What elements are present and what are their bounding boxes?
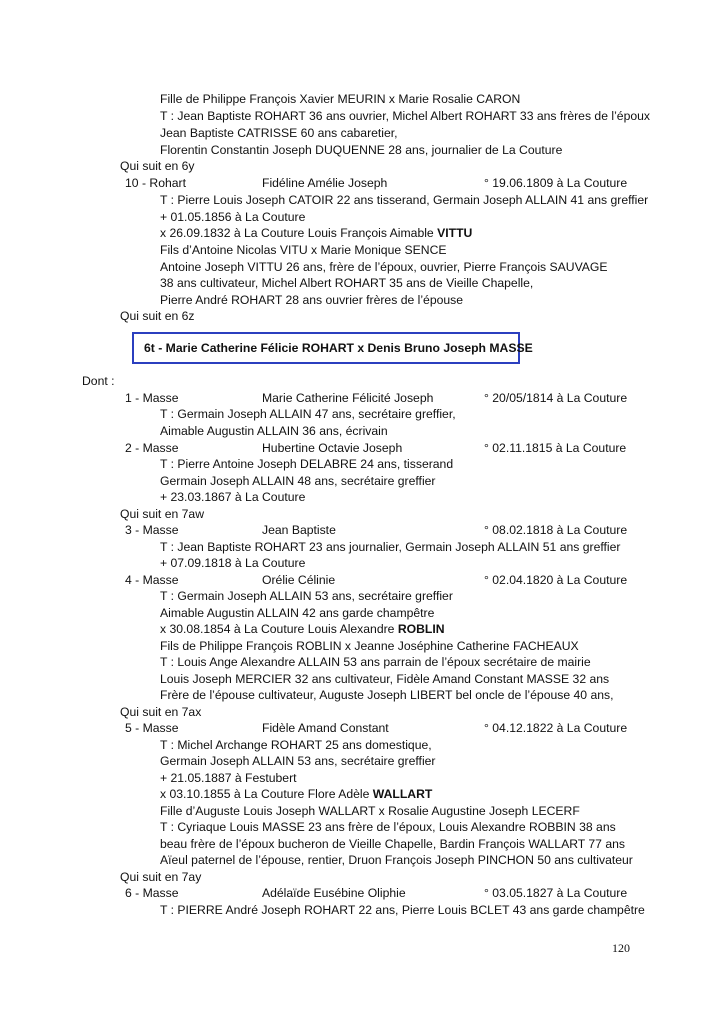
child-birth: ° 19.06.1809 à La Couture — [484, 176, 628, 190]
qui-suit-line: Qui suit en 7aw — [120, 507, 205, 521]
text-line: Fils d’Antoine Nicolas VITU x Marie Monique SENCE — [160, 243, 447, 257]
text-line: Fille de Philippe François Xavier MEURIN x Marie Rosalie CARON — [160, 92, 521, 106]
text-line: Germain Joseph ALLAIN 48 ans, secrétaire greffier — [160, 474, 436, 488]
child-birth: ° 02.04.1820 à La Couture — [484, 573, 628, 587]
text-line: Aïeul paternel de l’épouse, rentier, Druon François Joseph PINCHON 50 ans cultivateur — [160, 853, 633, 867]
text-line: + 23.03.1867 à La Couture — [160, 490, 306, 504]
text-line: T : Germain Joseph ALLAIN 53 ans, secrétaire greffier — [160, 589, 453, 603]
text-line: T : Michel Archange ROHART 25 ans domestique, — [160, 738, 432, 752]
text-line: T : Pierre Antoine Joseph DELABRE 24 ans, tisserand — [160, 457, 454, 471]
text-line: + 21.05.1887 à Festubert — [160, 771, 297, 785]
child-number: 2 - Masse — [125, 441, 179, 455]
text-line: Frère de l’épouse cultivateur, Auguste Joseph LIBERT bel oncle de l’épouse 40 ans, — [160, 688, 614, 702]
marriage-line — [160, 786, 432, 803]
qui-suit-line: Qui suit en 6z — [120, 309, 195, 323]
child-number: 3 - Masse — [125, 523, 179, 537]
text-line: Aimable Augustin ALLAIN 36 ans, écrivain — [160, 424, 388, 438]
child-birth: ° 03.05.1827 à La Couture — [484, 886, 628, 900]
child-entry — [125, 175, 186, 192]
child-name: Fidéline Amélie Joseph — [262, 176, 388, 190]
text-line: 38 ans cultivateur, Michel Albert ROHART 35 ans de Vieille Chapelle, — [160, 276, 534, 290]
marriage-text: x 30.08.1854 à La Couture Louis Alexandre — [160, 622, 398, 636]
text-line: T : Jean Baptiste ROHART 23 ans journalier, Germain Joseph ALLAIN 51 ans greffier — [160, 540, 621, 554]
text-line: + 07.09.1818 à La Couture — [160, 556, 306, 570]
child-number: 4 - Masse — [125, 573, 179, 587]
dont-label: Dont : — [82, 374, 115, 388]
text-line: Germain Joseph ALLAIN 53 ans, secrétaire greffier — [160, 754, 436, 768]
child-birth: ° 08.02.1818 à La Couture — [484, 523, 628, 537]
child-name: Hubertine Octavie Joseph — [262, 441, 403, 455]
section-heading: 6t - Marie Catherine Félicie ROHART x Denis Bruno Joseph MASSE — [144, 341, 533, 355]
marriage-text: x 26.09.1832 à La Couture Louis François Aimable — [160, 226, 438, 240]
child-birth: ° 04.12.1822 à La Couture — [484, 721, 628, 735]
child-name: Jean Baptiste — [262, 523, 336, 537]
child-birth: ° 02.11.1815 à La Couture — [484, 441, 627, 455]
child-number: 6 - Masse — [125, 886, 179, 900]
qui-suit-line: Qui suit en 6y — [120, 159, 195, 173]
page-number: 120 — [612, 941, 630, 955]
text-line: T : Louis Ange Alexandre ALLAIN 53 ans parrain de l’époux secrétaire de mairie — [160, 655, 591, 669]
child-name: Adélaïde Eusébine Oliphie — [262, 886, 406, 900]
text-line: T : PIERRE André Joseph ROHART 22 ans, Pierre Louis BCLET 43 ans garde champêtre — [160, 903, 645, 917]
text-line: Louis Joseph MERCIER 32 ans cultivateur, Fidèle Amand Constant MASSE 32 ans — [160, 672, 610, 686]
child-number: 10 - Rohart — [125, 176, 186, 190]
text-line: T : Germain Joseph ALLAIN 47 ans, secrétaire greffier, — [160, 407, 456, 421]
spouse-surname: ROBLIN — [397, 622, 445, 636]
text-line: + 01.05.1856 à La Couture — [160, 210, 306, 224]
text-line: T : Cyriaque Louis MASSE 23 ans frère de l’époux, Louis Alexandre ROBBIN 38 ans — [160, 820, 616, 834]
qui-suit-line: Qui suit en 7ax — [120, 705, 202, 719]
spouse-surname: VITTU — [437, 226, 473, 240]
marriage-text: x 03.10.1855 à La Couture Flore Adèle — [160, 787, 373, 801]
text-line: T : Pierre Louis Joseph CATOIR 22 ans tisserand, Germain Joseph ALLAIN 41 ans greffier — [160, 193, 649, 207]
child-number: 1 - Masse — [125, 391, 179, 405]
marriage-line — [160, 621, 445, 638]
spouse-surname: WALLART — [372, 787, 433, 801]
text-line: Pierre André ROHART 28 ans ouvrier frères de l’épouse — [160, 293, 464, 307]
text-line: Florentin Constantin Joseph DUQUENNE 28 ans, journalier de La Couture — [160, 143, 563, 157]
qui-suit-line: Qui suit en 7ay — [120, 870, 202, 884]
text-line: Aimable Augustin ALLAIN 42 ans garde champêtre — [160, 606, 435, 620]
marriage-line — [160, 225, 472, 242]
text-line: Jean Baptiste CATRISSE 60 ans cabaretier, — [160, 126, 398, 140]
child-name: Orélie Célinie — [262, 573, 336, 587]
text-line: Fils de Philippe François ROBLIN x Jeanne Joséphine Catherine FACHEAUX — [160, 639, 579, 653]
child-name: Marie Catherine Félicité Joseph — [262, 391, 434, 405]
child-birth: ° 20/05/1814 à La Couture — [484, 391, 628, 405]
child-name: Fidèle Amand Constant — [262, 721, 389, 735]
text-line: beau frère de l’époux bucheron de Vieille Chapelle, Bardin François WALLART 77 ans — [160, 837, 625, 851]
text-line: Antoine Joseph VITTU 26 ans, frère de l’époux, ouvrier, Pierre François SAUVAGE — [160, 260, 608, 274]
text-line: Fille d’Auguste Louis Joseph WALLART x Rosalie Augustine Joseph LECERF — [160, 804, 580, 818]
child-number: 5 - Masse — [125, 721, 179, 735]
text-line: T : Jean Baptiste ROHART 36 ans ouvrier, Michel Albert ROHART 33 ans frères de l’époux — [160, 109, 650, 123]
